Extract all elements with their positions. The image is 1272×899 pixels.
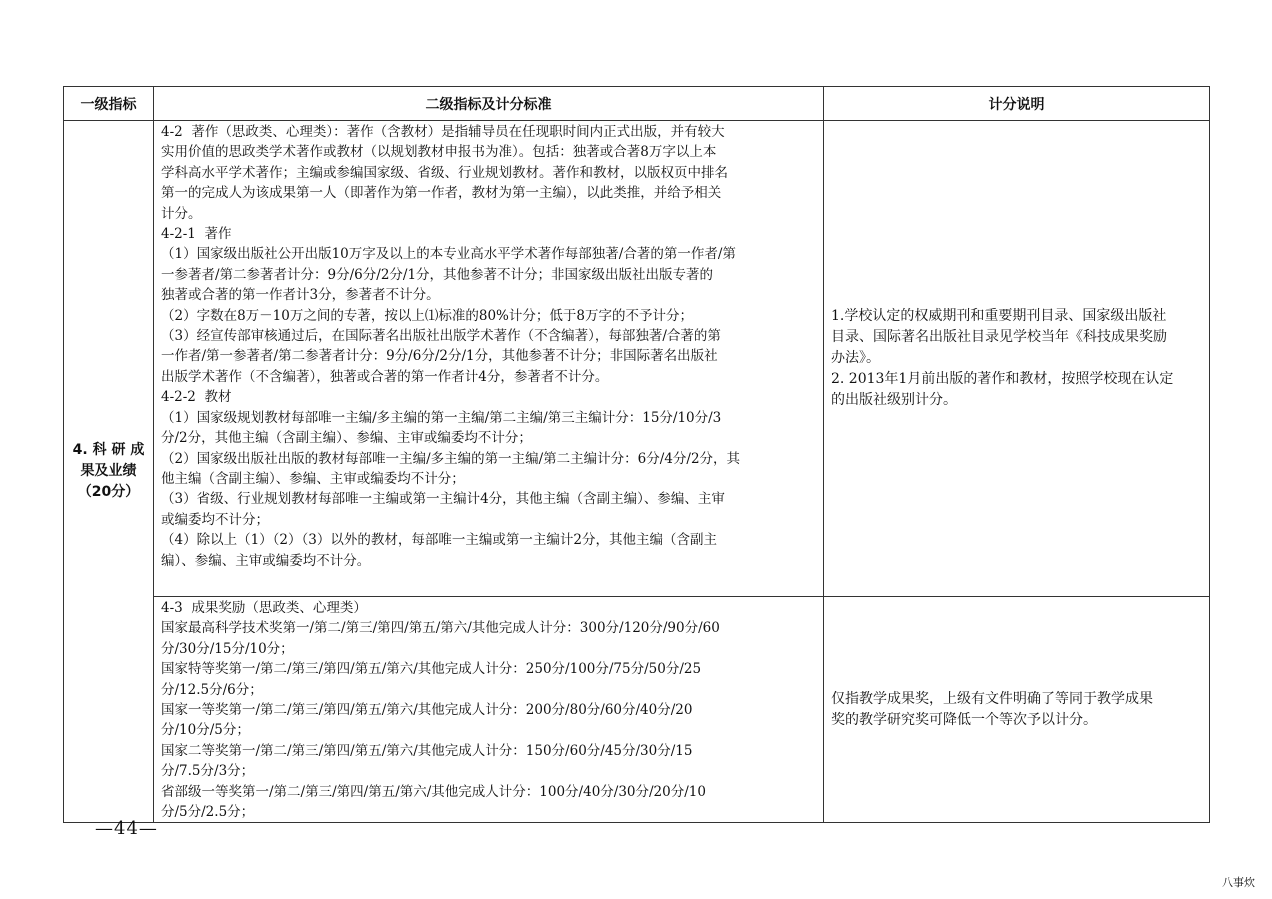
criteria-line: 国家最高科学技术奖第一/第二/第三/第四/第五/第六/其他完成人计分：300分/120分/90分/60: [161, 620, 720, 637]
criteria-line: 第一的完成人为该成果第一人（即著作为第一作者，教材为第一主编），以此类推，并给予相关: [161, 185, 722, 202]
header-level2: 二级指标及计分标准: [154, 87, 824, 121]
criteria-line: 分/2分，其他主编（含副主编）、参编、主审或编委均不计分；: [161, 430, 532, 447]
note-line: 办法》。: [831, 350, 880, 366]
criteria-line: 一作者/第一参著者/第二参著者计分：9分/6分/2分/1分，其他参著不计分；非国际著名出版社: [161, 348, 718, 365]
criteria-line: 国家特等奖第一/第二/第三/第四/第五/第六/其他完成人计分：250分/100分/75分/50分/25: [161, 661, 702, 678]
criteria-line: 他主编（含副主编）、参编、主审或编委均不计分；: [161, 470, 465, 487]
table-row: [64, 597, 1210, 823]
criteria-line: （3）省级、行业规划教材每部唯一主编或第一主编计4分，其他主编（含副主编）、参编、主审: [161, 491, 725, 508]
criteria-line: （3）经宣传部审核通过后，在国际著名出版社出版学术著作（不含编著），每部独著/合著的第: [161, 328, 721, 345]
category-line: 果及业绩: [80, 463, 137, 480]
criteria-line: 出版学术著作（不含编著），独著或合著的第一作者计4分，参著者不计分。: [161, 368, 609, 385]
table-row: [64, 121, 1210, 597]
header-notes: 计分说明: [824, 87, 1210, 121]
criteria-line: （2）国家级出版社出版的教材每部唯一主编/多主编的第一主编/第二主编计分：6分/4分/2分，其: [161, 450, 741, 467]
criteria-line: 分/10分/5分；: [161, 722, 250, 739]
criteria-line: 国家一等奖第一/第二/第三/第四/第五/第六/其他完成人计分：200分/80分/60分/40分/20: [161, 702, 693, 719]
criteria-line: 独著或合著的第一作者计3分，参著者不计分。: [161, 287, 440, 304]
criteria-line: （1）国家级出版社公开出版10万字及以上的本专业高水平学术著作每部独著/合著的第一作者/第: [161, 246, 736, 263]
note-line: 1.学校认定的权威期刊和重要期刊目录、国家级出版社: [831, 308, 1167, 324]
category-cell: [64, 121, 154, 823]
category-line: 4. 科 研 成: [72, 442, 145, 459]
note-line: 仅指教学成果奖，上级有文件明确了等同于教学成果: [831, 690, 1153, 707]
criteria-line: 实用价值的思政类学术著作或教材（以规划教材申报书为准）。包括：独著或合著8万字以上本: [161, 144, 717, 161]
criteria-line: 分/7.5分/3分；: [161, 763, 255, 780]
criteria-line: 国家二等奖第一/第二/第三/第四/第五/第六/其他完成人计分：150分/60分/45分/30分/15: [161, 742, 693, 759]
note-line: 2. 2013年1月前出版的著作和教材，按照学校现在认定: [831, 371, 1174, 387]
note-line: 的出版社级别计分。: [831, 392, 957, 408]
criteria-line: 4-2-2 教材: [161, 389, 232, 406]
watermark-text: 八事炊: [1222, 876, 1255, 889]
criteria-line: 分/30分/15分/10分；: [161, 640, 294, 657]
criteria-line: 或编委均不计分；: [161, 511, 269, 528]
notes-cell-publications: [824, 121, 1210, 597]
criteria-line: （1）国家级规划教材每部唯一主编/多主编的第一主编/第二主编/第三主编计分：15分/10分/3: [161, 409, 722, 426]
criteria-cell-publications: [154, 121, 824, 597]
criteria-line: 计分。: [161, 205, 202, 222]
header-level1: 一级指标: [64, 87, 154, 121]
notes-cell-awards: [824, 597, 1210, 823]
category-line: （20分）: [77, 484, 140, 501]
note-line: 目录、国际著名出版社目录见学校当年《科技成果奖励: [831, 329, 1167, 345]
criteria-line: 4-2 著作（思政类、心理类）：著作（含教材）是指辅导员在任现职时间内正式出版，并有较大: [161, 124, 725, 140]
criteria-cell-awards: [154, 597, 824, 823]
criteria-line: 4-3 成果奖励（思政类、心理类）: [161, 600, 367, 616]
criteria-line: 学科高水平学术著作；主编或参编国家级、省级、行业规划教材。著作和教材，以版权页中排名: [161, 164, 728, 181]
criteria-line: 分/12.5分/6分；: [161, 681, 263, 698]
header-row: [64, 87, 1210, 121]
page-number: —44—: [95, 818, 158, 839]
criteria-line: 4-2-1 著作: [161, 226, 232, 243]
criteria-line: （4）除以上（1）（2）（3）以外的教材，每部唯一主编或第一主编计2分，其他主编（含副主: [161, 532, 717, 549]
criteria-line: 省部级一等奖第一/第二/第三/第四/第五/第六/其他完成人计分：100分/40分/30分/20分/10: [161, 783, 706, 800]
criteria-line: （2）字数在8万－10万之间的专著，按以上⑴标准的80%计分；低于8万字的不予计分；: [161, 307, 693, 324]
criteria-table: [63, 86, 1210, 823]
criteria-line: 一参著者/第二参著者计分：9分/6分/2分/1分，其他参著不计分；非国家级出版社出版专著的: [161, 266, 714, 283]
criteria-line: 编）、参编、主审或编委均不计分。: [161, 552, 371, 569]
note-line: 奖的教学研究奖可降低一个等次予以计分。: [831, 711, 1097, 728]
criteria-line: 分/5分/2.5分；: [161, 804, 255, 821]
